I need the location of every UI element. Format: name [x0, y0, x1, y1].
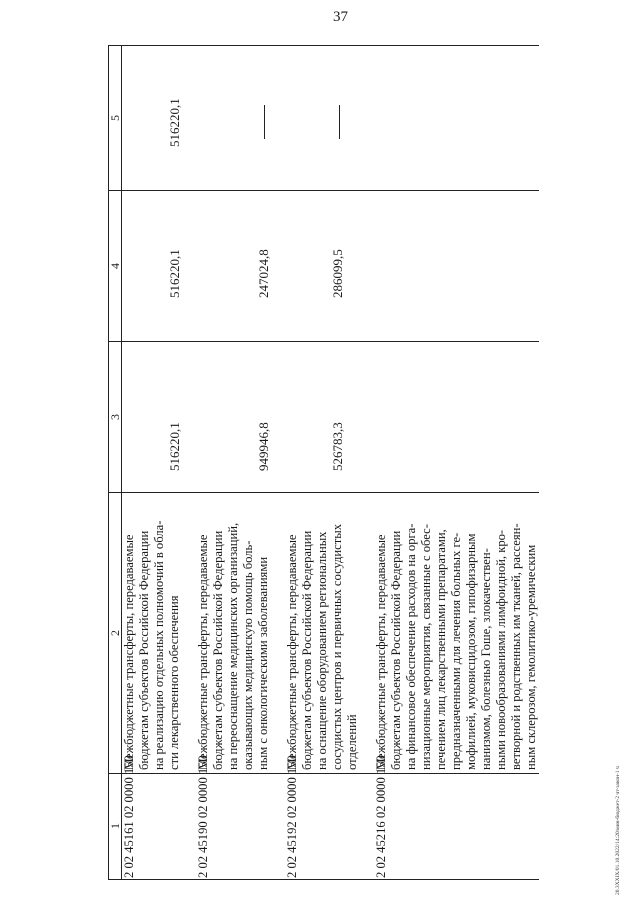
- row-name-line: бюджетам субъектов Российской Федерации: [300, 530, 314, 770]
- row-name-line: Межбюджетные трансферты, передаваемые: [374, 534, 388, 770]
- table-row: [196, 46, 271, 880]
- row-name-line: ными новообразованиями лимфоидной, кро-: [494, 529, 508, 770]
- row-name-line: ным с онкологическими заболеваниями: [256, 556, 270, 770]
- row-name-line: Межбюджетные трансферты, передаваемые: [285, 534, 299, 770]
- row-value-col3: 526783,3: [330, 422, 345, 471]
- row-name-line: мофилией, муковисцидозом, гипофизарным: [464, 533, 478, 770]
- row-name-line: на реализацию отдельных полномочий в обла-: [152, 520, 166, 770]
- header-col-3: 3: [109, 342, 122, 493]
- row-name-line: низационные мероприятия, связанные с обес-: [419, 524, 433, 770]
- row-value-col3: 516220,1: [167, 422, 182, 471]
- page-number: 37: [333, 9, 348, 25]
- row-value-col4: 247024,8: [256, 249, 271, 298]
- row-name-line: отделений: [345, 714, 359, 770]
- row-name-line: предназначенными для лечения больных ге-: [449, 532, 463, 770]
- dash-mark: [339, 105, 340, 139]
- row-code: 2 02 45190 02 0000 150: [196, 774, 271, 880]
- dash-mark: [264, 105, 265, 139]
- table-row: [122, 46, 183, 880]
- row-name: [196, 493, 271, 774]
- row-name: [285, 493, 360, 774]
- row-name-line: оказывающих медицинскую помощь боль-: [241, 540, 255, 770]
- row-code: 2 02 45216 02 0000 150: [374, 774, 539, 880]
- row-name-line: сосудистых центров и первичных сосудистых: [330, 524, 344, 770]
- row-name-line: Межбюджетные трансферты, передаваемые: [196, 534, 210, 770]
- header-col-4: 4: [109, 191, 122, 342]
- row-name-line: бюджетам субъектов Российской Федерации: [389, 530, 403, 770]
- row-name-line: ным склерозом, гемолитико-уремическим: [524, 544, 538, 770]
- row-code: 2 02 45192 02 0000 150: [285, 774, 360, 880]
- budget-table-rotated: [108, 50, 608, 880]
- header-col-2: 2: [109, 493, 122, 774]
- table-row: [285, 46, 360, 880]
- header-col-1: 1: [109, 774, 122, 880]
- table-row: [374, 46, 539, 880]
- row-name-line: ветворной и родственных им тканей, рассеян-: [509, 523, 523, 770]
- row-name: [374, 493, 539, 774]
- row-name-line: на оснащение оборудованием региональных: [315, 531, 329, 770]
- row-name-line: на финансовое обеспечение расходов на орга-: [404, 523, 418, 770]
- row-name-line: на переоснащение медицинских организаций,: [226, 522, 240, 770]
- row-name-line: бюджетам субъектов Российской Федерации: [211, 530, 225, 770]
- budget-table: [108, 45, 539, 880]
- header-col-5: 5: [109, 46, 122, 191]
- row-code: 2 02 45161 02 0000 150: [122, 774, 183, 880]
- row-value-col4: 286099,5: [330, 249, 345, 298]
- row-value-col3: 949946,8: [256, 422, 271, 471]
- row-name: [122, 493, 183, 774]
- row-name-line: печением лиц лекарственными препаратами,: [434, 529, 448, 770]
- row-value-col5: 516220,1: [167, 98, 182, 147]
- row-name-line: сти лекарственного обеспечения: [167, 595, 181, 770]
- row-name-line: бюджетам субъектов Российской Федерации: [137, 530, 151, 770]
- footer-filename: 20.3XXIX/01.10.2022/14:20/мин-бюджет-2 чт-закон-1 ч: [615, 766, 621, 895]
- row-value-col4: 516220,1: [167, 249, 182, 298]
- row-name-line: Межбюджетные трансферты, передаваемые: [122, 534, 136, 770]
- table-header-row: [109, 46, 122, 880]
- row-name-line: нанизмом, болезнью Гоше, злокачествен-: [479, 548, 493, 770]
